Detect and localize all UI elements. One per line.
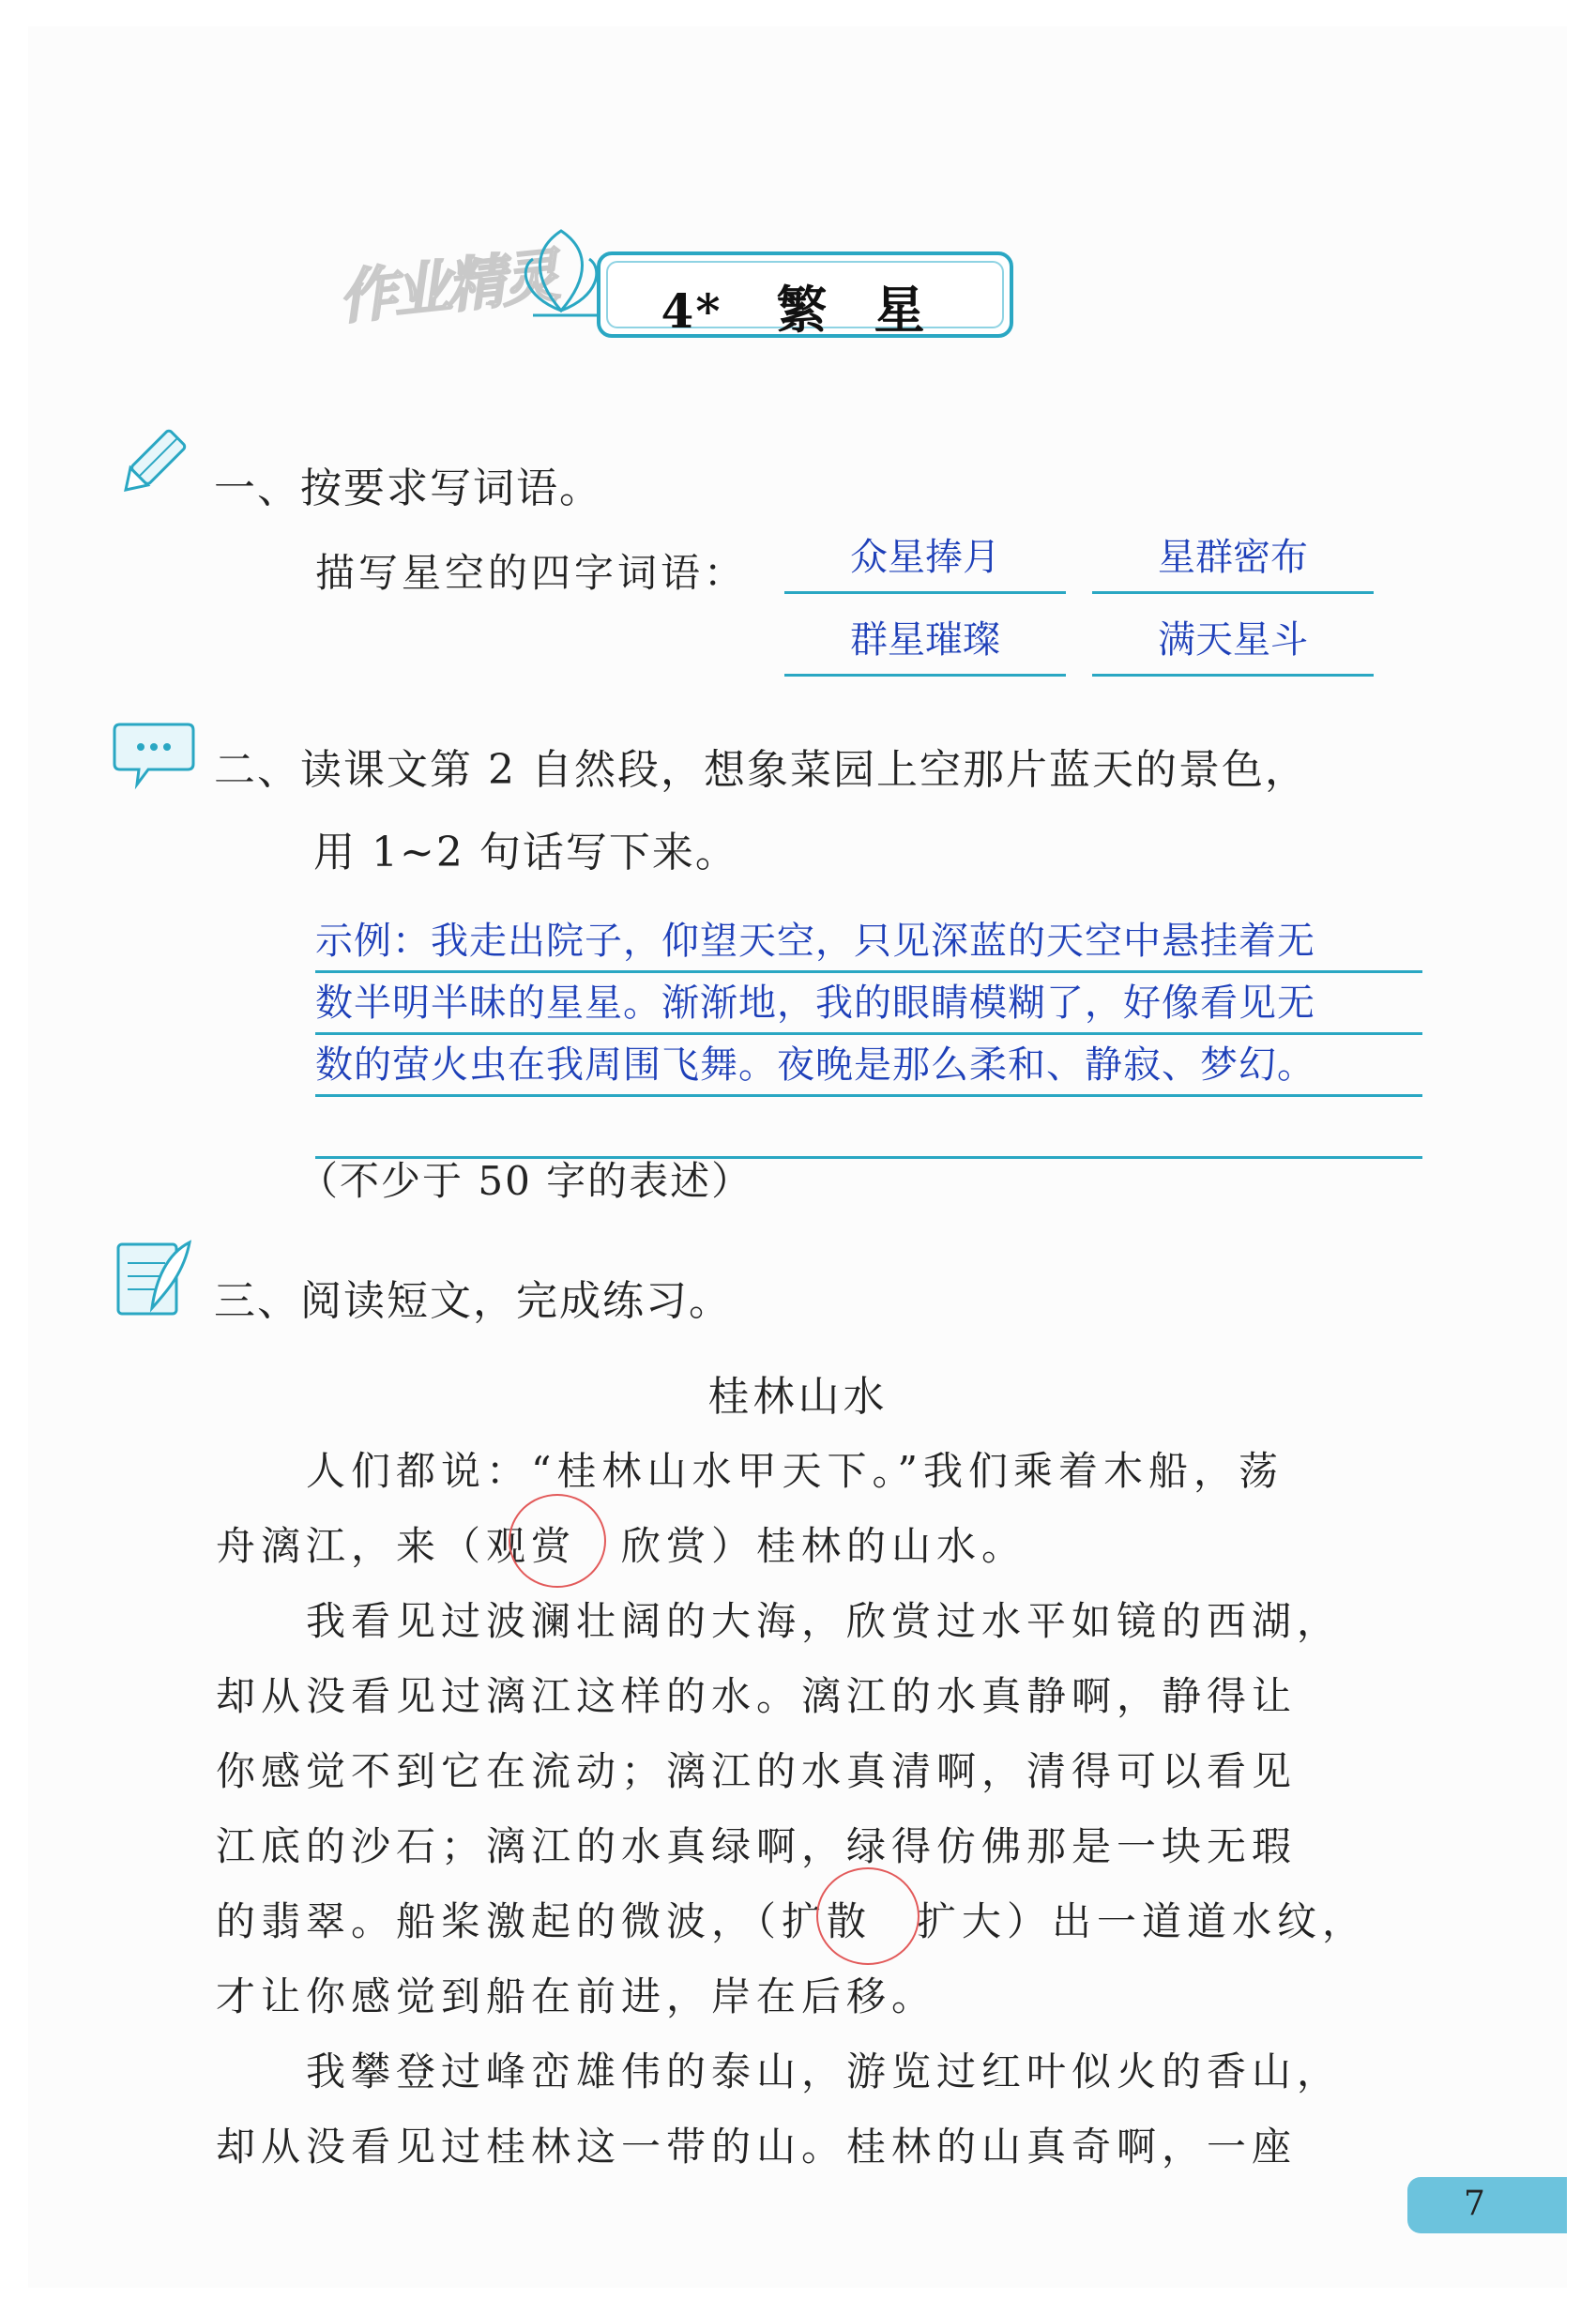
flower-icon [514,221,608,325]
answer-line: 数半明半昧的星星。渐渐地，我的眼睛模糊了，好像看见无 [315,982,1315,1025]
answer-line-4 [1092,674,1374,677]
passage-line: 才让你感觉到船在前进，岸在后移。 [216,1973,937,2019]
answer-circle-1 [509,1494,606,1588]
answer-line: 数的萤火虫在我周围飞舞。夜晚是那么柔和、静寂、梦幻。 [315,1043,1315,1087]
writing-line-2 [315,1032,1422,1035]
title-char-2: 星 [874,280,927,340]
notepad-feather-icon [111,1235,197,1321]
answer-line-3 [784,674,1066,677]
section1-heading: 一、按要求写词语。 [214,465,602,512]
answer-line-1 [784,591,1066,594]
answer-word-2: 星群密布 [1158,536,1308,579]
page-number-tab [1407,2177,1567,2233]
watermark: 作业精灵 [335,241,559,332]
section1-prompt: 描写星空的四字词语： [315,550,748,596]
answer-circle-2 [816,1867,920,1965]
answer-word-1: 众星捧月 [850,536,1000,579]
passage-title: 桂林山水 [707,1373,889,1421]
answer-line-2 [1092,591,1374,594]
page-number: 7 [1464,2185,1485,2223]
section2-answer [315,910,1422,1096]
passage-line: 舟漓江，来（观赏 欣赏）桂林的山水。 [216,1523,1027,1569]
section2-heading-line1: 二、读课文第 2 自然段，想象菜园上空那片蓝天的景色， [214,746,1308,794]
lesson-title [600,270,1010,343]
writing-line-1 [315,970,1422,973]
passage-line: 人们都说：“桂林山水甲天下。”我们乘着木船，荡 [216,1448,1284,1494]
answer-line: 示例：我走出院子，仰望天空，只见深蓝的天空中悬挂着无 [315,920,1315,963]
passage-line: 的翡翠。船桨激起的微波，（扩散 扩大）出一道道水纹， [216,1898,1368,1944]
title-char-1: 繁 [776,280,829,340]
passage-line: 我看见过波澜壮阔的大海，欣赏过水平如镜的西湖， [216,1598,1343,1644]
answer-word-3: 群星璀璨 [850,618,1000,662]
passage [216,1434,1426,2185]
passage-line: 江底的沙石；漓江的水真绿啊，绿得仿佛那是一块无瑕 [216,1823,1298,1869]
passage-line: 我攀登过峰峦雄伟的泰山，游览过红叶似火的香山， [216,2048,1343,2094]
lesson-number: 4* [661,283,722,339]
section3-heading: 三、阅读短文，完成练习。 [214,1277,732,1325]
section2-note: （不少于 50 字的表述） [298,1158,753,1204]
section2-heading-line2: 用 1~2 句话写下来。 [313,829,738,876]
passage-line: 你感觉不到它在流动；漓江的水真清啊，清得可以看见 [216,1748,1298,1794]
answer-word-4: 满天星斗 [1158,618,1308,662]
passage-line: 却从没看见过漓江这样的水。漓江的水真静啊，静得让 [216,1673,1298,1719]
writing-line-3 [315,1094,1422,1097]
pencil-icon [111,420,195,505]
passage-line: 却从没看见过桂林这一带的山。桂林的山真奇啊，一座 [216,2124,1298,2170]
lesson-title-box [597,251,1013,338]
speech-bubble-icon [111,715,197,790]
